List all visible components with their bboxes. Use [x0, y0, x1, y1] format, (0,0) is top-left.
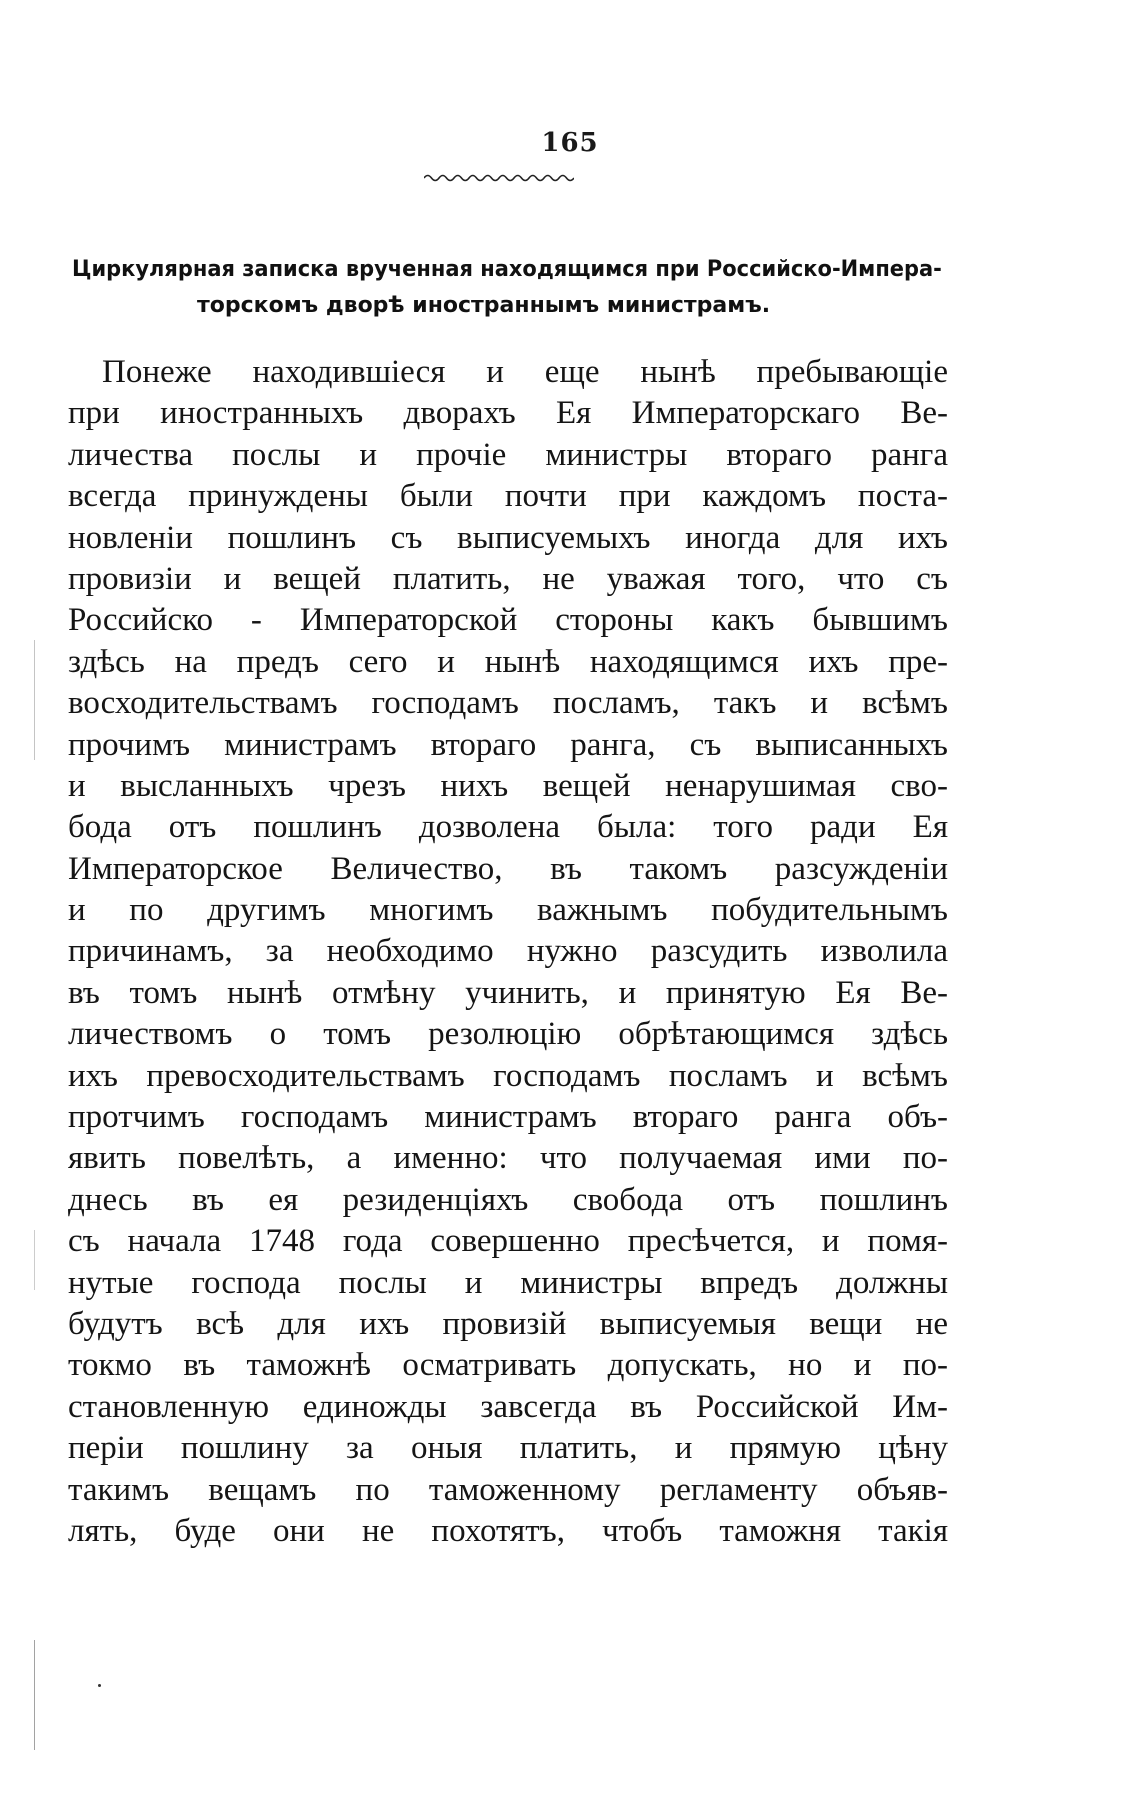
body-text: [68, 352, 948, 1552]
body-line: и высланныхъ чрезъ нихъ вещей ненарушимая сво-: [68, 767, 948, 804]
body-line: періи пошлину за оныя платить, и прямую цѣну: [68, 1430, 948, 1467]
body-line: новленіи пошлинъ съ выписуемыхъ иногда для ихъ: [68, 519, 948, 556]
body-line: протчимъ господамъ министрамъ втораго ранга объ-: [68, 1099, 948, 1136]
body-line: Понеже находившіеся и еще нынѣ пребывающіе: [102, 354, 948, 390]
body-line: лять, буде они не похотятъ, чтобъ таможня такія: [68, 1512, 948, 1549]
body-line: становленную единожды завсегда въ Российской Им-: [68, 1388, 948, 1425]
body-line: бода отъ пошлинъ дозволена была: того ради Ея: [68, 809, 948, 846]
body-line: прочимъ министрамъ втораго ранга, съ выписанныхъ: [68, 726, 948, 763]
document-heading: [72, 252, 942, 324]
body-line: будутъ всѣ для ихъ провизій выписуемыя вещи не: [68, 1305, 948, 1342]
body-line: и по другимъ многимъ важнымъ побудительнымъ: [68, 892, 948, 929]
body-line: днесь въ ея резиденціяхъ свобода отъ пошлинъ: [68, 1181, 948, 1218]
body-line: явить повелѣть, а именно: что получаемая ими по-: [68, 1140, 948, 1177]
body-line: восходительствамъ господамъ посламъ, такъ и всѣмъ: [68, 685, 948, 722]
body-line: такимъ вещамъ по таможенному регламенту объяв-: [68, 1471, 948, 1508]
body-line: личества послы и прочіе министры втораго ранга: [68, 436, 948, 473]
heading-line-2: торскомъ дворѣ иностраннымъ министрамъ.: [197, 293, 771, 318]
body-line: всегда принуждены были почти при каждомъ поста-: [68, 478, 948, 515]
body-line: провизіи и вещей платить, не уважая того, что съ: [68, 560, 948, 597]
page-number: 165: [541, 128, 599, 158]
body-line: Императорское Величество, въ такомъ разсужденіи: [68, 850, 948, 887]
body-line: Российско - Императорской стороны какъ бывшимъ: [68, 602, 948, 639]
body-line: въ томъ нынѣ отмѣну учинить, и принятую Ея Ве-: [68, 974, 948, 1011]
body-line: личествомъ о томъ резолюцію обрѣтающимся здѣсь: [68, 1016, 948, 1053]
scan-margin-mark: [34, 1640, 35, 1750]
scan-speck: [98, 1684, 101, 1687]
body-line: при иностранныхъ дворахъ Ея Императорскаго Ве-: [68, 395, 948, 432]
body-line: здѣсь на предъ сего и нынѣ находящимся ихъ пре-: [68, 643, 948, 680]
heading-line-1: Циркулярная записка врученная находящимся при Российско-Импера-: [72, 257, 942, 282]
body-line: съ начала 1748 года совершенно пресѣчется, и помя-: [68, 1223, 948, 1260]
body-line: ихъ превосходительствамъ господамъ посламъ и всѣмъ: [68, 1057, 948, 1094]
wavy-rule-ornament: [424, 172, 574, 184]
scan-margin-mark: [34, 1230, 35, 1290]
scan-margin-mark: [34, 640, 35, 760]
body-line: токмо въ таможнѣ осматривать допускать, но и по-: [68, 1347, 948, 1384]
body-line: причинамъ, за необходимо нужно разсудить изволила: [68, 933, 948, 970]
body-line: нутые господа послы и министры впредъ должны: [68, 1264, 948, 1301]
